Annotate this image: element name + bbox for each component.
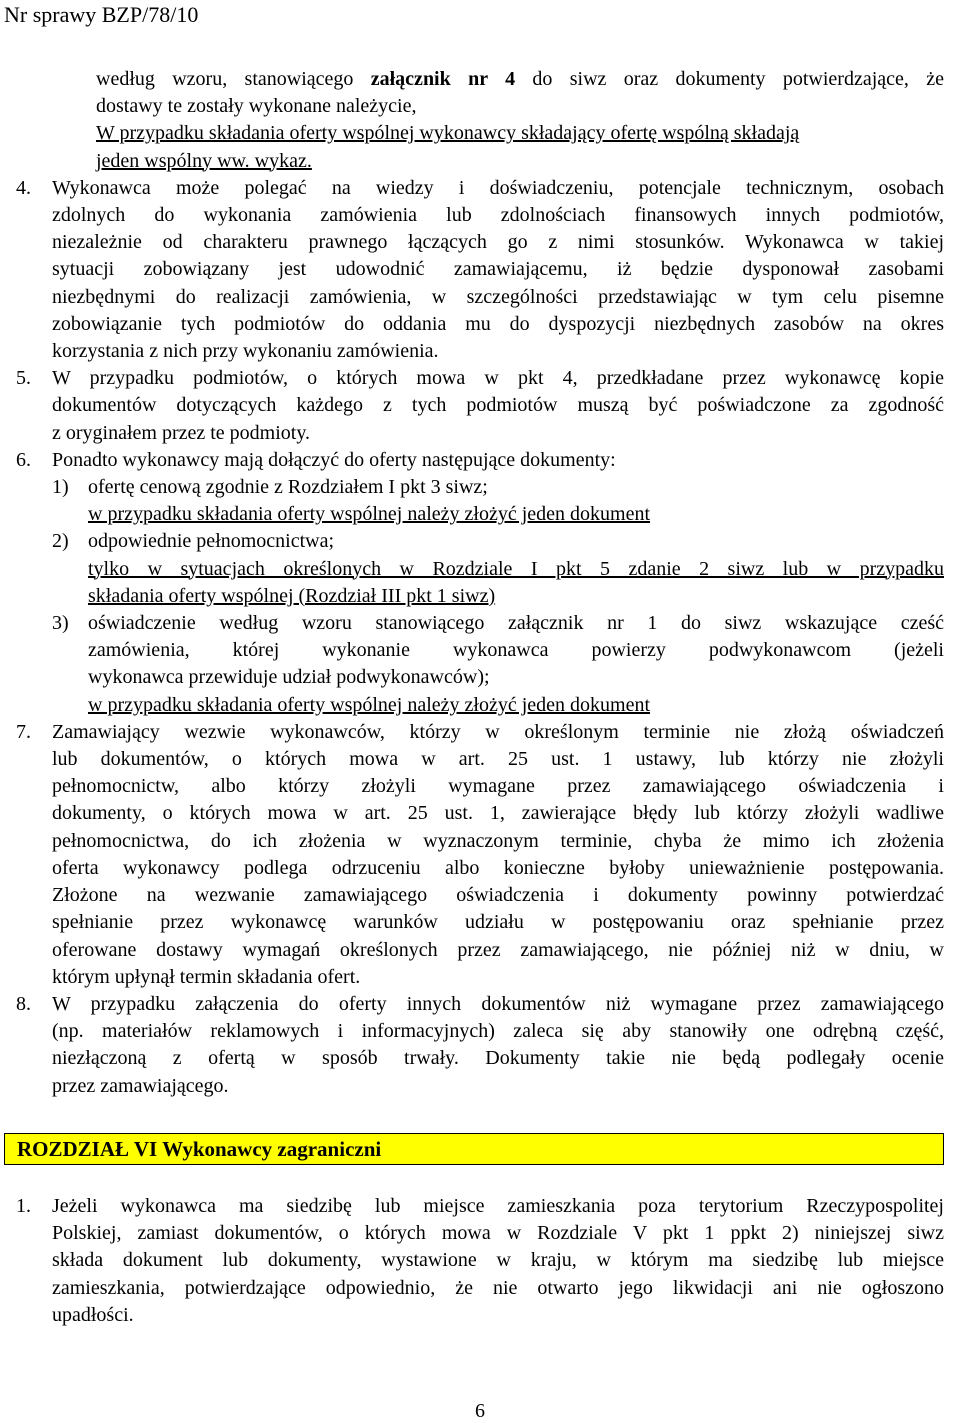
continuation-block [16, 66, 944, 175]
item-number: 1. [16, 1195, 31, 1217]
underlined-note: W przypadku składania oferty wspólnej wykonawcy składający ofertę wspólną składają [96, 122, 800, 145]
list-item-6: 6. Ponadto wykonawcy mają dołączyć do oferty następujące dokumenty: 1) ofertę cenową zgodnie z Rozdziałem I pkt 3 siwz; w przypadku składania oferty wspólnej należy złożyć jeden dokument 2) odpowiednie pełnomocnictwa; tylko w sytuacjach określonych w Rozdziale I pkt 5 zdanie 2 siwz lub w przypadku składania oferty wspólnej (Rozdział III pkt 1 siwz) 3) oświadczenie według wzoru stanowiącego załącznik nr 1 do siwz wskazujące cześć zamówienia, której wykonanie wykonawca powierzy podwykonawcom (jeżeli wykonawca przewiduje udział podwykonawców); w przypadku składania oferty wspólnej należy złożyć jeden dokument [16, 447, 944, 719]
item-number: 7. [16, 720, 31, 743]
section-body [16, 1193, 944, 1329]
list-item-4: 4. Wykonawca może polegać na wiedzy i doświadczeniu, potencjale technicznym, osobach zdolnych do wykonania zamówienia lub zdolnościach finansowych innych podmiotów, niezależnie od charakteru prawnego łączących go z nimi stosunków. Wykonawca w takiej sytuacji zobowiązany jest udowodnić zamawiającemu, iż będzie dysponował zasobami niezbędnymi do realizacji zamówienia, w szczególności przedstawiając w tym celu pisemne zobowiązanie tych podmiotów do oddania mu do dyspozycji niezbędnych zasobów na okres korzystania z nich przy wykonaniu zamówienia. [16, 176, 944, 363]
document-body [16, 66, 944, 1100]
underlined-note: jeden wspólny ww. wykaz. [96, 149, 312, 172]
underlined-note: tylko w sytuacjach określonych w Rozdziale I pkt 5 zdanie 2 siwz lub w przypadku [88, 557, 944, 580]
list-item-5: 5. W przypadku podmiotów, o których mowa w pkt 4, przedkładane przez wykonawcę kopie dokumentów dotyczących każdego z tych podmiotów muszą być poświadczone za zgodność z oryginałem przez te podmioty. [16, 367, 944, 444]
underlined-note: w przypadku składania oferty wspólnej należy złożyć jeden dokument [88, 693, 651, 716]
list-item-7: 7. Zamawiający wezwie wykonawców, którzy w określonym terminie nie złożą oświadczeń lub dokumentów, o których mowa w art. 25 ust. 1 ustawy, lub którzy nie złożyli pełnomocnictw, albo którzy złożyli wymagane przez zamawiającego oświadczenia i dokumenty, o których mowa w art. 25 ust. 1, zawierające błędy lub którzy złożyli wadliwe pełnomocnictwa, do ich złożenia w wyznaczonym terminie, chyba że mimo ich złożenia oferta wykonawcy podlega odrzuceniu albo konieczne byłoby unieważnienie postępowania. Złożone na wezwanie zamawiającego oświadczenia i dokumenty powinny potwierdzać spełnianie przez wykonawcę warunków udziału w postępowaniu oraz spełnianie przez oferowane dostawy wymagań określonych przez zamawiającego, nie później niż w dniu, w którym upłynął termin składania ofert. [16, 720, 944, 988]
subitem-number: 2) [52, 530, 69, 553]
item-number: 4. [16, 176, 31, 199]
text-line: według wzoru, stanowiącego załącznik nr 4 do siwz oraz dokumenty potwierdzające, że [96, 68, 944, 90]
item-number: 5. [16, 367, 31, 390]
section-heading: ROZDZIAŁ VI Wykonawcy zagraniczni [4, 1133, 944, 1165]
list-item-8: 8. W przypadku załączenia do oferty innych dokumentów niż wymagane przez zamawiającego (np. materiałów reklamowych i informacyjnych) zaleca się aby stanowiły one odrębną część, niezłączoną z ofertą w sposób trwały. Dokumenty takie nie będą podlegały ocenie przez zamawiającego. [16, 992, 944, 1097]
page-number: 6 [475, 1400, 485, 1422]
document-header: Nr sprawy BZP/78/10 [4, 2, 199, 27]
subitem-number: 3) [52, 612, 69, 635]
subitem-number: 1) [52, 476, 69, 499]
item-number: 8. [16, 992, 31, 1015]
item-number: 6. [16, 448, 31, 471]
attachment-reference: załącznik nr 4 [370, 68, 516, 90]
text-line: dostawy te zostały wykonane należycie, [96, 95, 417, 118]
underlined-note: w przypadku składania oferty wspólnej należy złożyć jeden dokument [88, 503, 651, 526]
underlined-note: składania oferty wspólnej (Rozdział III pkt 1 siwz) [88, 584, 496, 607]
list-item-1: 1. Jeżeli wykonawca ma siedzibę lub miejsce zamieszkania poza terytorium Rzeczypospolitej Polskiej, zamiast dokumentów, o których mowa w Rozdziale V pkt 1 ppkt 2) niniejszej siwz składa dokument lub dokumenty, wystawione w kraju, w którym ma siedzibę lub miejsce zamieszkania, potwierdzające odpowiednio, że nie otwarto jego likwidacji ani nie ogłoszono upadłości. [16, 1195, 944, 1326]
